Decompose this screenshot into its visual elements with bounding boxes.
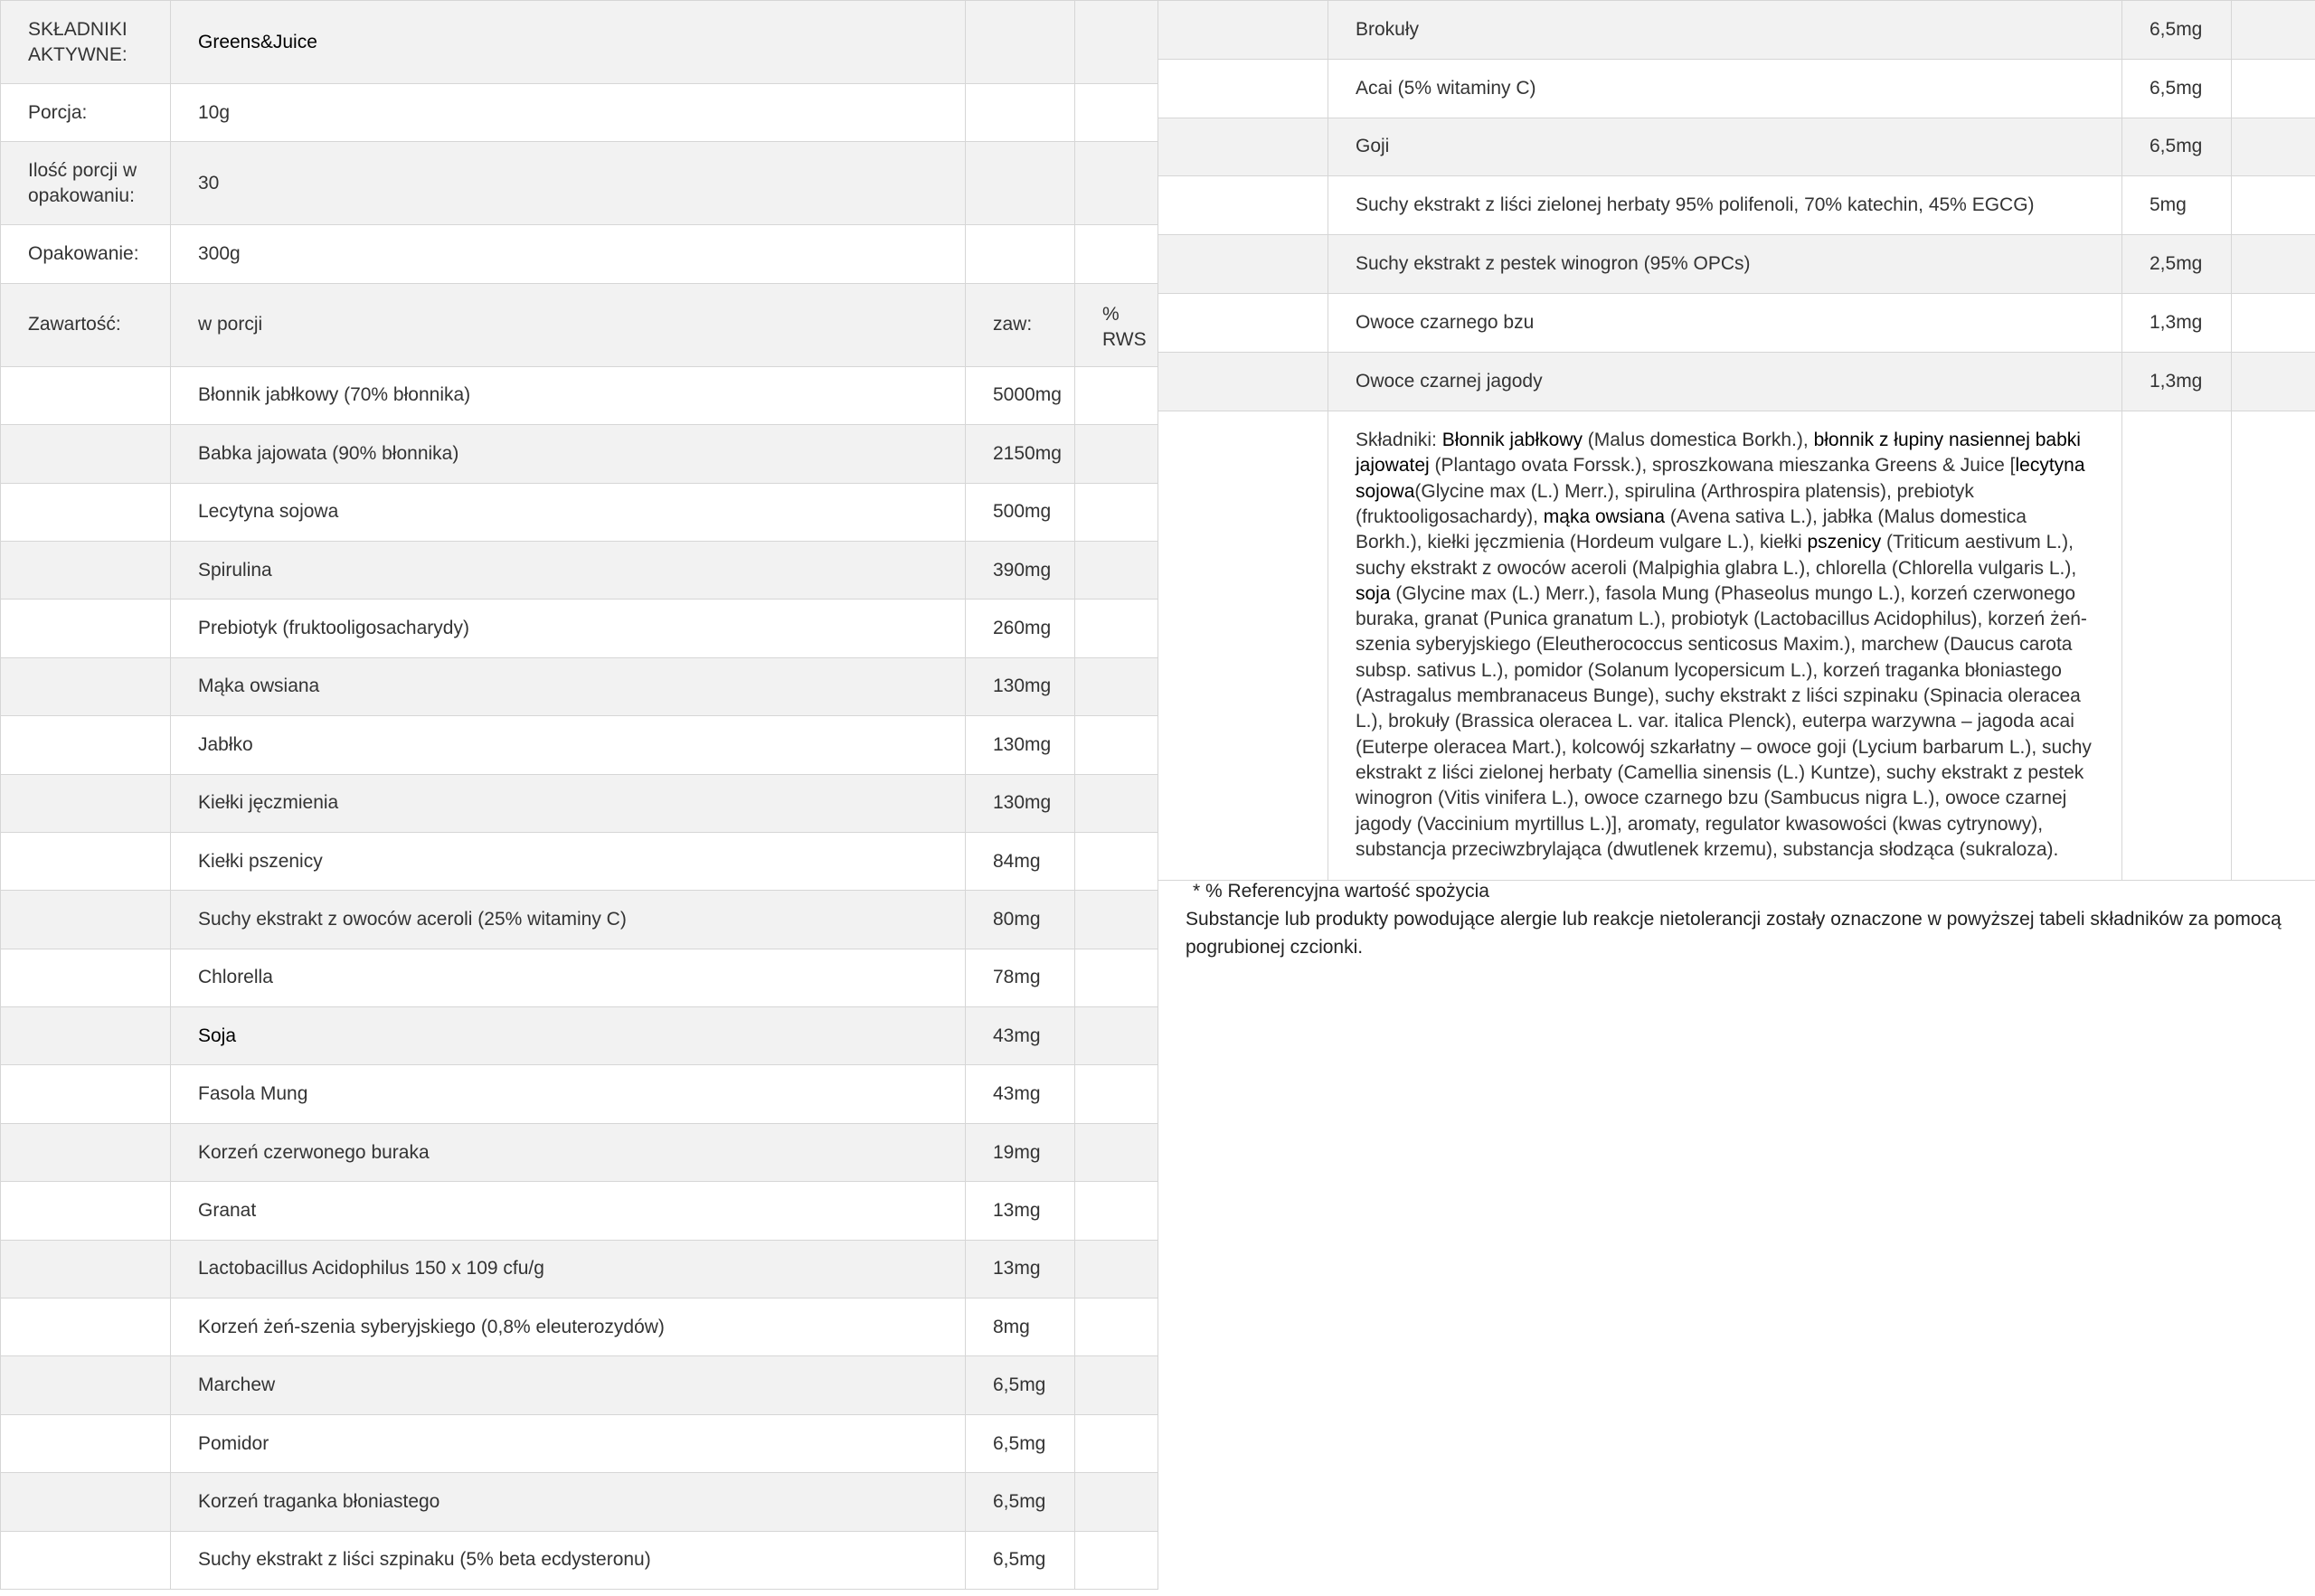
ingredient-amount: 8mg — [966, 1299, 1075, 1356]
header-row-content — [1, 283, 1158, 366]
ingredient-rws — [1075, 949, 1158, 1006]
ingredient-rws — [1075, 1182, 1158, 1240]
ingredient-rws — [1075, 1240, 1158, 1298]
ingredient-name: Mąka owsiana — [171, 657, 966, 715]
ingredient-amount: 6,5mg — [2122, 59, 2232, 118]
header-row-package — [1, 225, 1158, 283]
ingredient-row — [1, 1182, 1158, 1240]
ingredient-amount: 19mg — [966, 1123, 1075, 1181]
ingredient-row — [1158, 352, 2315, 411]
ingredient-row — [1158, 235, 2315, 294]
ingredient-name: Fasola Mung — [171, 1065, 966, 1123]
ingredient-rws — [1075, 657, 1158, 715]
ingredient-rws — [1075, 716, 1158, 774]
ingredient-amount: 13mg — [966, 1182, 1075, 1240]
ingredient-rws — [2232, 293, 2315, 352]
ingredient-rws — [1075, 1414, 1158, 1472]
portion-value: 10g — [171, 84, 966, 142]
ingredient-name: Korzeń czerwonego buraka — [171, 1123, 966, 1181]
ingredient-name: Korzeń żeń-szenia syberyjskiego (0,8% eleuterozydów) — [171, 1299, 966, 1356]
ingredient-blank — [1, 600, 171, 657]
allergen-highlight: pszenicy — [1807, 532, 1882, 553]
ingredient-blank — [1, 425, 171, 483]
ingredient-amount: 80mg — [966, 891, 1075, 949]
ingredient-blank — [1, 541, 171, 599]
composition-segment: (Glycine max (L.) Merr.), fasola Mung (Phaseolus mungo L.), korzeń czerwonego buraka, granat (Punica granatum L.), probiotyk (Lactobacillus Acidophilus), korzeń żeń-szenia syberyjskiego (Eleutherococcus senticosus Maxim.), marchew (Daucus carota subsp. sativus L.), pomidor (Solanum lycopersicum L.), korzeń traganka błoniastego (Astragalus membranaceus Bunge), suchy ekstrakt z liści szpinaku (Spinacia oleracea L.), brokuły (Brassica oleracea L. var. italica Plenck), euterpa warzywna – jagoda acai (Euterpe oleracea Mart.), kolcowój szkarłatny – owoce goji (Lycium barbarum L.), suchy ekstrakt z liści zielonej herbaty (Camellia sinensis (L.) Kuntze), suchy ekstrakt z pestek winogron (Vitis vinifera L.), owoce czarnego bzu (Sambucus nigra L.), owoce czarnej jagody (Vaccinium myrtillus L.)], aromaty, regulator kwasowości (kwas cytrynowy), substancja przeciwzbrylająca (dwutlenek krzemu), substancja słodząca (sukraloza). — [1356, 582, 2092, 860]
ingredient-name: Pomidor — [171, 1414, 966, 1472]
ingredient-row — [1, 541, 1158, 599]
ingredient-name: Babka jajowata (90% błonnika) — [171, 425, 966, 483]
ingredient-rws — [1075, 1356, 1158, 1414]
ingredient-row — [1, 1531, 1158, 1589]
ingredient-row — [1, 1473, 1158, 1531]
ingredient-name: Chlorella — [171, 949, 966, 1006]
ingredient-amount: 6,5mg — [966, 1414, 1075, 1472]
ingredient-name: Suchy ekstrakt z liści zielonej herbaty 95% polifenoli, 70% katechin, 45% EGCG) — [1328, 176, 2122, 235]
servings-label: Ilość porcji w opakowaniu: — [1, 142, 171, 225]
composition-segment: (Plantago ovata Forssk.), sproszkowana mieszanka Greens & Juice [ — [1429, 455, 2016, 477]
composition-segment: (Triticum aestivum L.), suchy ekstrakt z owoców aceroli (Malpighia glabra L.), chlorella (Chlorella vulgaris L.), — [1356, 532, 2077, 579]
ingredient-amount: 390mg — [966, 541, 1075, 599]
ingredient-blank — [1, 1065, 171, 1123]
servings-value: 30 — [171, 142, 966, 225]
composition-text — [1328, 411, 2122, 880]
ingredient-name: Spirulina — [171, 541, 966, 599]
ingredient-rws — [2232, 118, 2315, 176]
ingredient-rws — [2232, 235, 2315, 294]
ingredient-row — [1, 1240, 1158, 1298]
ingredient-amount: 6,5mg — [2122, 118, 2232, 176]
ingredient-rws — [1075, 1007, 1158, 1065]
composition-segment: (Glycine max (L.) Merr.), spirulina (Arthrospira platensis), prebiotyk (fruktooligosachardy), — [1356, 480, 1974, 527]
ingredient-amount: 130mg — [966, 716, 1075, 774]
ingredient-amount: 84mg — [966, 832, 1075, 890]
ingredient-row — [1, 1414, 1158, 1472]
ingredient-blank — [1, 832, 171, 890]
product-name: Greens&Juice — [171, 1, 966, 84]
ingredient-rws — [1075, 832, 1158, 890]
ingredient-name: Marchew — [171, 1356, 966, 1414]
ingredient-blank — [1, 483, 171, 541]
ingredient-row — [1, 425, 1158, 483]
ingredient-row — [1, 1299, 1158, 1356]
ingredient-blank — [1158, 293, 1328, 352]
ingredient-amount: 6,5mg — [2122, 1, 2232, 60]
ingredient-name: Kiełki pszenicy — [171, 832, 966, 890]
ingredient-name: Owoce czarnego bzu — [1328, 293, 2122, 352]
allergen-highlight: mąka owsiana — [1543, 505, 1665, 527]
ingredient-name: Soja — [171, 1007, 966, 1065]
ingredient-row — [1, 1065, 1158, 1123]
ingredient-blank — [1, 1299, 171, 1356]
ingredient-name: Kiełki jęczmienia — [171, 774, 966, 832]
ingredient-row — [1, 774, 1158, 832]
ingredient-blank — [1, 1531, 171, 1589]
ingredient-row — [1, 1007, 1158, 1065]
allergen-highlight: Błonnik jabłkowy — [1441, 430, 1583, 451]
ingredient-name: Prebiotyk (fruktooligosacharydy) — [171, 600, 966, 657]
ingredient-rws — [1075, 1299, 1158, 1356]
header-row-portion — [1, 84, 1158, 142]
ingredient-amount: 6,5mg — [966, 1356, 1075, 1414]
ingredient-blank — [1, 1007, 171, 1065]
ingredient-blank — [1158, 235, 1328, 294]
ingredient-row — [1158, 1, 2315, 60]
rws-footnote: * % Referencyjna wartość spożycia — [1193, 881, 1489, 902]
header-row-servings — [1, 142, 1158, 225]
contains-label: zaw: — [966, 283, 1075, 366]
ingredient-rws — [1075, 541, 1158, 599]
ingredient-rws — [1075, 600, 1158, 657]
ingredient-rws — [1075, 774, 1158, 832]
ingredient-row — [1158, 59, 2315, 118]
ingredient-blank — [1, 1473, 171, 1531]
ingredient-blank — [1, 774, 171, 832]
ingredient-name: Brokuły — [1328, 1, 2122, 60]
ingredient-blank — [1, 1414, 171, 1472]
package-label: Opakowanie: — [1, 225, 171, 283]
ingredient-rws — [1075, 1531, 1158, 1589]
ingredient-blank — [1, 1356, 171, 1414]
composition-segment: (Malus domestica Borkh.), — [1582, 430, 1814, 451]
ingredient-row — [1, 716, 1158, 774]
ingredient-amount: 2,5mg — [2122, 235, 2232, 294]
composition-segment: Składniki: — [1356, 430, 1442, 451]
ingredient-blank — [1, 1123, 171, 1181]
ingredient-blank — [1158, 118, 1328, 176]
ingredient-name: Błonnik jabłkowy (70% błonnika) — [171, 366, 966, 424]
composition-row — [1158, 411, 2315, 880]
ingredient-row — [1, 832, 1158, 890]
nutrition-table-left — [0, 0, 1158, 1590]
ingredient-blank — [1, 949, 171, 1006]
ingredient-blank — [1, 716, 171, 774]
ingredient-row — [1, 483, 1158, 541]
ingredient-blank — [1158, 176, 1328, 235]
ingredient-name: Granat — [171, 1182, 966, 1240]
ingredient-blank — [1, 1182, 171, 1240]
ingredient-row — [1, 366, 1158, 424]
active-label: SKŁADNIKI AKTYWNE: — [1, 1, 171, 84]
ingredient-amount: 6,5mg — [966, 1531, 1075, 1589]
footnotes — [1186, 877, 2302, 961]
ingredient-amount: 1,3mg — [2122, 352, 2232, 411]
allergen-footnote: Substancje lub produkty powodujące alergie lub reakcje nietolerancji zostały oznaczone w powyższej tabeli składników za pomocą pogrubionej czcionki. — [1186, 909, 2282, 958]
ingredient-rws — [2232, 1, 2315, 60]
ingredient-blank — [1, 1240, 171, 1298]
ingredient-blank — [1, 366, 171, 424]
portion-label: Porcja: — [1, 84, 171, 142]
ingredient-rws — [1075, 1065, 1158, 1123]
ingredient-name: Owoce czarnej jagody — [1328, 352, 2122, 411]
ingredient-name: Jabłko — [171, 716, 966, 774]
ingredient-name: Acai (5% witaminy C) — [1328, 59, 2122, 118]
ingredient-row — [1, 949, 1158, 1006]
ingredient-amount: 43mg — [966, 1007, 1075, 1065]
ingredient-name: Suchy ekstrakt z liści szpinaku (5% beta ecdysteronu) — [171, 1531, 966, 1589]
ingredient-amount: 6,5mg — [966, 1473, 1075, 1531]
ingredient-amount: 5000mg — [966, 366, 1075, 424]
ingredient-rws — [1075, 1473, 1158, 1531]
ingredient-row — [1158, 293, 2315, 352]
ingredient-amount: 2150mg — [966, 425, 1075, 483]
ingredient-row — [1158, 176, 2315, 235]
ingredient-row — [1, 657, 1158, 715]
ingredient-amount: 130mg — [966, 774, 1075, 832]
ingredient-rws — [2232, 59, 2315, 118]
ingredient-row — [1, 1123, 1158, 1181]
ingredient-rws — [2232, 352, 2315, 411]
header-row-active — [1, 1, 1158, 84]
ingredient-rws — [1075, 483, 1158, 541]
ingredient-row — [1, 891, 1158, 949]
ingredient-amount: 5mg — [2122, 176, 2232, 235]
ingredient-amount: 78mg — [966, 949, 1075, 1006]
ingredient-blank — [1158, 352, 1328, 411]
ingredient-rws — [1075, 1123, 1158, 1181]
ingredient-amount: 1,3mg — [2122, 293, 2232, 352]
ingredient-name: Suchy ekstrakt z owoców aceroli (25% witaminy C) — [171, 891, 966, 949]
nutrition-table-right — [1158, 0, 2315, 881]
ingredient-amount: 260mg — [966, 600, 1075, 657]
allergen-highlight: błonnik z łupiny nasiennej babki jajowatej — [1356, 430, 2081, 477]
ingredient-rws — [2232, 176, 2315, 235]
per-portion-label: w porcji — [171, 283, 966, 366]
ingredient-blank — [1158, 59, 1328, 118]
allergen-highlight: lecytyna sojowa — [1356, 455, 2085, 502]
ingredient-name: Goji — [1328, 118, 2122, 176]
ingredient-blank — [1, 657, 171, 715]
composition-segment: (Avena sativa L.), jabłka (Malus domestica Borkh.), kiełki jęczmienia (Hordeum vulgare L.), kiełki — [1356, 505, 2027, 553]
content-label: Zawartość: — [1, 283, 171, 366]
ingredient-name: Lecytyna sojowa — [171, 483, 966, 541]
ingredient-rws — [1075, 891, 1158, 949]
ingredient-amount: 43mg — [966, 1065, 1075, 1123]
ingredient-rws — [1075, 425, 1158, 483]
ingredient-row — [1, 600, 1158, 657]
rws-label: % RWS — [1075, 283, 1158, 366]
ingredient-row — [1, 1356, 1158, 1414]
ingredient-row — [1158, 118, 2315, 176]
ingredient-name: Lactobacillus Acidophilus 150 x 109 cfu/g — [171, 1240, 966, 1298]
allergen-highlight: soja — [1356, 582, 1391, 604]
ingredient-name: Korzeń traganka błoniastego — [171, 1473, 966, 1531]
ingredient-amount: 500mg — [966, 483, 1075, 541]
ingredient-name: Suchy ekstrakt z pestek winogron (95% OPCs) — [1328, 235, 2122, 294]
ingredient-blank — [1158, 1, 1328, 60]
ingredient-blank — [1, 891, 171, 949]
package-value: 300g — [171, 225, 966, 283]
ingredient-rws — [1075, 366, 1158, 424]
ingredient-amount: 130mg — [966, 657, 1075, 715]
ingredient-amount: 13mg — [966, 1240, 1075, 1298]
